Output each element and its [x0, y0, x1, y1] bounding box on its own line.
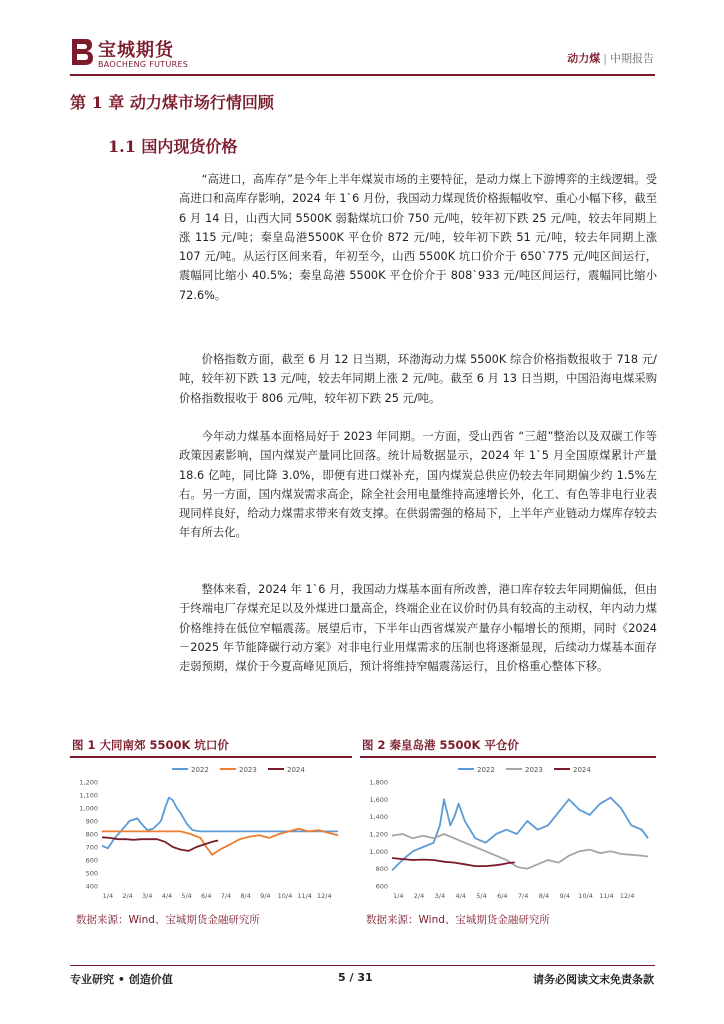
x-tick-label: 12/4	[619, 892, 635, 900]
x-tick-label: 6/4	[201, 892, 212, 900]
section-title: 1.1 国内现货价格	[108, 137, 238, 156]
y-tick-label: 1,000	[79, 804, 98, 813]
logo-text-cn: 宝城期货	[98, 40, 174, 61]
x-tick-label: 7/4	[220, 892, 232, 900]
paragraph-3: 今年动力煤基本面格局好于 2023 年同期。一方面，受山西省 “三超”整治以及双碳工作等政策因素影响，国内煤炭产量同比回落。统计局数据显示，2024 年 1`5 月全国原煤累计产量 18.6 亿吨，同比降 3.0%，即便有进口煤补充，国内煤炭总供应仍较去年同期偏少约 1.5%左右。另一方面，国内煤炭需求高企，除全社会用电量维持高速增长外，化工、有色等非电行业表现同样良好，给动力煤需求带来有效支撑。在供弱需强的格局下，上半年产业链动力煤库存较去年有所去化。	[179, 430, 657, 540]
paragraph-1: “高进口，高库存”是今年上半年煤炭市场的主要特征，是动力煤上下游博弈的主线逻辑。受高进口和高库存影响，2024 年 1`6 月份，我国动力煤现货价格振幅收窄、重心小幅下移，截至 6 月 14 日，山西大同 5500K 弱黏煤坑口价 750 元/吨，较年初下跌 25 元/吨，较去年同期上涨 115 元/吨；秦皇岛港5500K 平仓价 872 元/吨，较年初下跌 51 元/吨，较去年同期上涨 107 元/吨。从运行区间来看，年初至今，山西 5500K 坑口价介于 650`775 元/吨区间运行，震幅同比缩小 40.5%；秦皇岛港 5500K 平仓价介于 808`933 元/吨区间运行，震幅同比缩小 72.6%。	[179, 173, 657, 302]
x-tick-label: 2/4	[122, 892, 133, 900]
x-tick-label: 3/4	[434, 892, 446, 900]
paragraph-2: 价格指数方面，截至 6 月 12 日当期，环渤海动力煤 5500K 综合价格指数报收于 718 元/吨，较年初下跌 13 元/吨，较去年同期上涨 2 元/吨。截至 6 月 13 日当期，中国沿海电煤采购价格指数报收于 806 元/吨，较年初下跌 25 元/吨。	[179, 353, 657, 405]
y-tick-label: 1,100	[79, 791, 98, 800]
x-tick-label: 4/4	[161, 892, 173, 900]
y-tick-label: 1,200	[79, 778, 98, 787]
legend-label-2022: 2022	[191, 766, 209, 774]
y-tick-label: 1,400	[369, 813, 388, 822]
series-line-2023	[392, 834, 648, 869]
x-tick-label: 8/4	[240, 892, 251, 900]
header-report-label	[567, 50, 654, 66]
y-tick-label: 800	[375, 865, 388, 874]
x-tick-label: 5/4	[181, 892, 192, 900]
paragraph-4: 整体来看，2024 年 1`6 月，我国动力煤基本面有所改善，港口库存较去年同期偏低，但由于终端电厂存煤充足以及外煤进口量高企，终端企业在议价时仍具有较高的主动权，年内动力煤价格维持在低位窄幅震荡。展望后市，下半年山西省煤炭产量存小幅增长的预期，同时《2024－2025 年节能降碳行动方案》对非电行业用煤需求的压制也将逐渐显现，后续动力煤基本面存走弱预期，煤价于今夏高峰见顶后，预计将维持窄幅震荡运行，且价格重心整体下移。	[179, 583, 657, 674]
x-tick-label: 9/4	[559, 892, 570, 900]
x-tick-label: 10/4	[578, 892, 593, 900]
legend-label-2023: 2023	[525, 766, 543, 774]
y-tick-label: 1,000	[369, 847, 388, 856]
figure-2-rule	[360, 756, 656, 758]
y-tick-label: 1,200	[369, 830, 388, 839]
figure-1-rule	[70, 756, 352, 758]
y-tick-label: 900	[85, 817, 98, 826]
footer-disclaimer: 请务必阅读文末免责条款	[533, 973, 654, 986]
chart-qinhuangdao-fob-price	[362, 760, 656, 910]
legend-label-2022: 2022	[477, 766, 495, 774]
series-line-2023	[102, 829, 338, 855]
figure-2-title: 图 2 秦皇岛港 5500K 平仓价	[362, 738, 519, 752]
logo-icon	[70, 37, 94, 67]
legend-label-2024: 2024	[573, 766, 591, 774]
series-line-2024	[392, 858, 515, 866]
x-tick-label: 3/4	[142, 892, 153, 900]
chapter-title: 第 1 章 动力煤市场行情回顾	[70, 93, 274, 112]
y-tick-label: 600	[375, 882, 388, 891]
x-tick-label: 1/4	[393, 892, 404, 900]
y-tick-label: 1,800	[369, 778, 388, 787]
y-tick-label: 500	[85, 869, 98, 878]
x-tick-label: 12/4	[317, 892, 332, 900]
footer-divider	[70, 965, 655, 966]
y-tick-label: 800	[85, 830, 98, 839]
y-tick-label: 600	[85, 856, 98, 865]
y-tick-label: 400	[85, 882, 98, 891]
footer-slogan: 专业研究 • 创造价值	[70, 973, 173, 986]
header-report-type: 中期报告	[610, 52, 654, 65]
y-tick-label: 1,600	[369, 795, 388, 804]
x-tick-label: 11/4	[297, 892, 312, 900]
x-tick-label: 10/4	[277, 892, 293, 900]
header-divider	[70, 74, 655, 76]
x-tick-label: 2/4	[413, 892, 425, 900]
legend-label-2023: 2023	[239, 766, 257, 774]
x-tick-label: 5/4	[476, 892, 487, 900]
series-line-2022	[102, 798, 338, 849]
header-separator: |	[603, 52, 607, 65]
x-tick-label: 4/4	[455, 892, 466, 900]
legend-label-2024: 2024	[287, 766, 305, 774]
x-tick-label: 6/4	[497, 892, 508, 900]
x-tick-label: 1/4	[102, 892, 114, 900]
figure-1-source: 数据来源：Wind、宝城期货金融研究所	[76, 914, 260, 926]
x-tick-label: 9/4	[260, 892, 271, 900]
logo-text-en: BAOCHENG FUTURES	[98, 60, 189, 69]
y-tick-label: 700	[85, 843, 98, 852]
x-tick-label: 7/4	[517, 892, 529, 900]
x-tick-label: 8/4	[538, 892, 550, 900]
figure-1-title: 图 1 大同南郊 5500K 坑口价	[72, 738, 229, 752]
figure-2-source: 数据来源：Wind、宝城期货金融研究所	[366, 914, 550, 926]
header-category: 动力煤	[567, 52, 601, 65]
page-number: 5 / 31	[338, 971, 373, 984]
chart-datong-pithead-price	[72, 760, 352, 910]
x-tick-label: 11/4	[599, 892, 614, 900]
